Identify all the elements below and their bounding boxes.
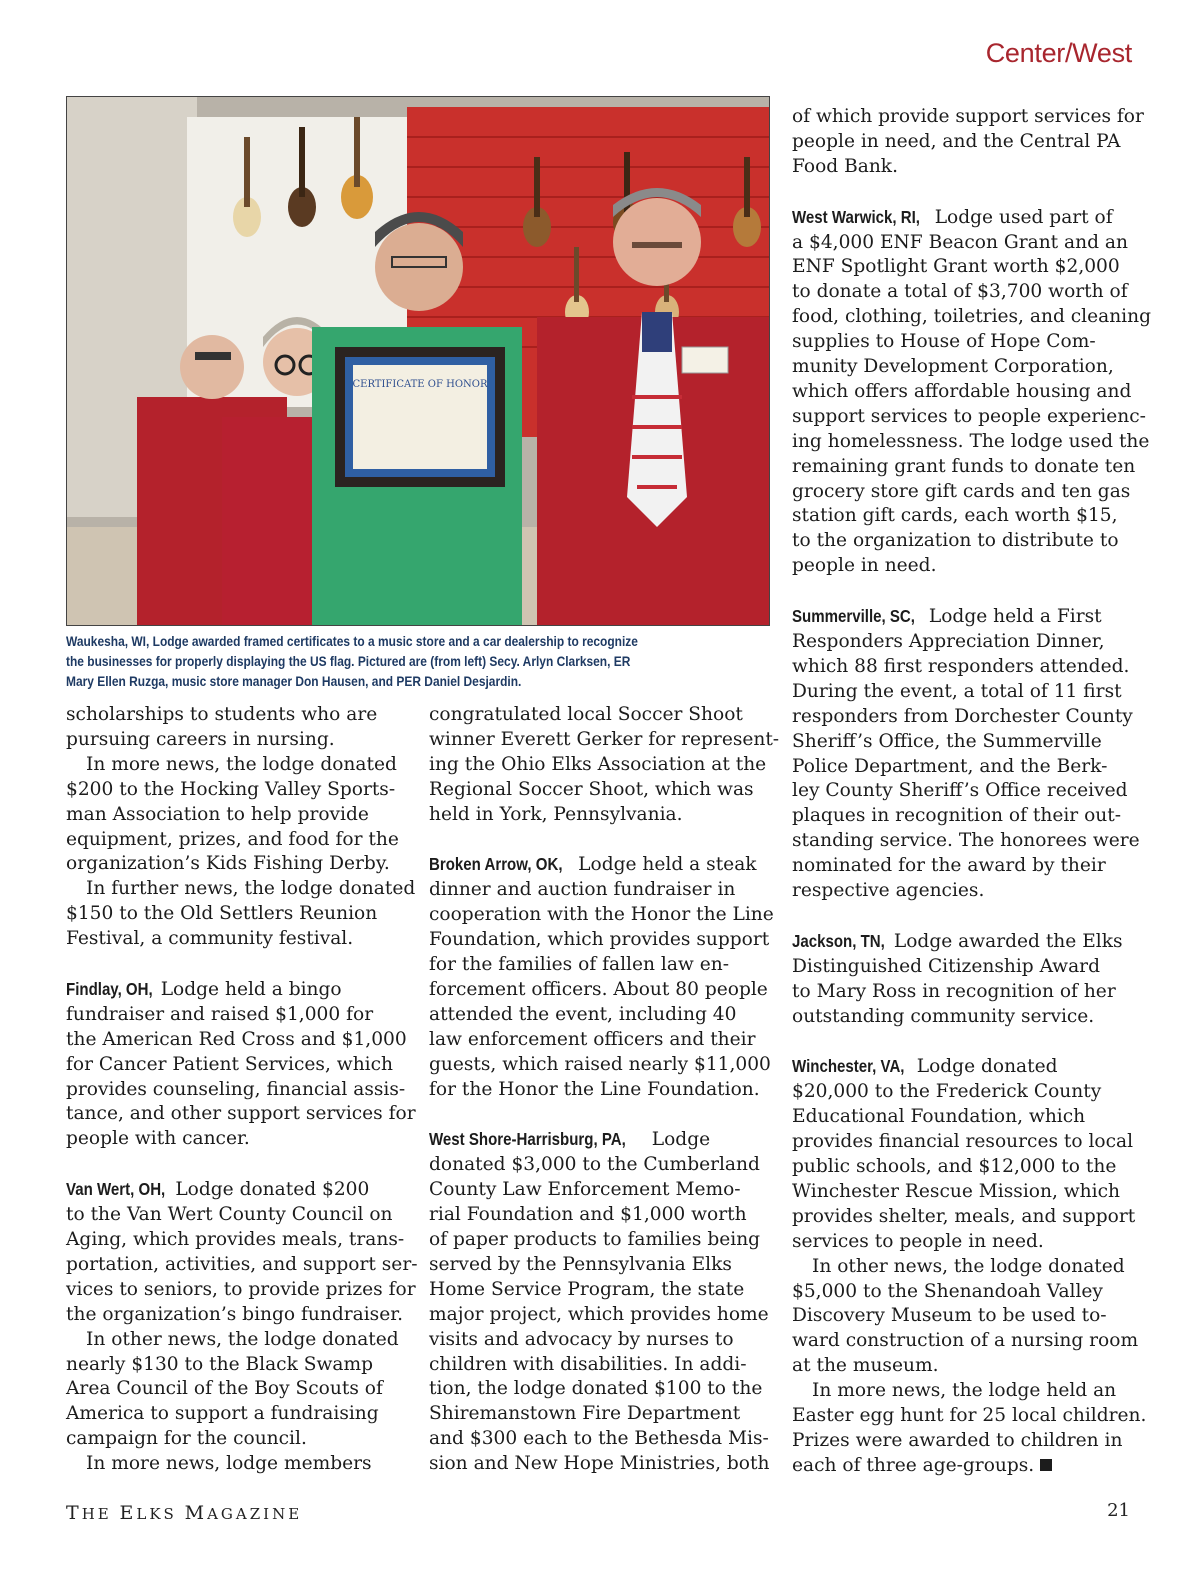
paragraph-gap [792,1029,1151,1054]
text-line [429,1303,779,1328]
text-line [429,953,779,978]
line-text: $5,000 to the Shenandoah Valley [792,1280,1103,1302]
text-line [792,280,1151,305]
text-line [429,903,779,928]
line-text: held in York, Pennsylvania. [429,803,683,825]
paragraph-gap [792,180,1151,205]
line-text: support services to people experienc- [792,405,1146,427]
line-text: responders from Dorchester County [792,705,1133,727]
line-text: Foundation, which provides support [429,929,770,951]
line-text: organization’s Kids Fishing Derby. [66,853,390,875]
line-text: pursuing careers in nursing. [66,728,335,750]
line-text: Police Department, and the Berk- [792,755,1108,777]
line-text: Lodge held a bingo [154,978,342,1000]
text-line [66,852,417,877]
line-text: station gift cards, each worth $15, [792,505,1118,527]
text-line [792,155,1151,180]
line-text: served by the Pennsylvania Elks [429,1253,732,1275]
text-line [792,504,1151,529]
line-text: Discovery Museum to be used to- [792,1305,1107,1327]
photo-caption [66,632,682,692]
text-line [792,355,1151,380]
caption-line-2: the businesses for properly displaying the US flag. Pictured are (from left) Secy. Arlyn Clarksen, ER [66,654,631,669]
line-text: provides financial resources to local [792,1131,1134,1153]
text-line [66,1053,417,1078]
text-line [429,1452,779,1477]
paragraph-gap [792,904,1151,929]
text-line [429,1402,779,1427]
paragraph-gap [429,1102,779,1127]
page-number: 21 [1107,1500,1130,1521]
line-text: In more news, the lodge held an [812,1380,1117,1402]
line-text: During the event, a total of 11 first [792,680,1122,702]
text-line [792,680,1151,705]
text-line [429,1353,779,1378]
article-photo [66,96,770,626]
line-text: visits and advocacy by nurses to [429,1328,734,1350]
text-line [429,1203,779,1228]
line-text: Lodge donated [910,1056,1058,1078]
text-line [792,604,1151,630]
text-line [66,1203,417,1228]
text-line [792,529,1151,554]
text-line [429,1127,779,1153]
text-line [792,1080,1151,1105]
line-text: people in need. [792,555,937,577]
text-line [792,1155,1151,1180]
line-text: which 88 first responders attended. [792,655,1130,677]
line-text: attended the event, including 40 [429,1003,737,1025]
text-line [429,878,779,903]
text-line [792,1230,1151,1255]
line-text: ley County Sheriff’s Office received [792,780,1128,802]
line-text: sion and New Hope Ministries, both [429,1453,770,1475]
text-line [792,929,1151,955]
lodge-name: Jackson, TN, [792,930,885,951]
text-line [429,852,779,878]
line-text: provides shelter, meals, and support [792,1205,1136,1227]
line-text: a $4,000 ENF Beacon Grant and an [792,231,1128,253]
paragraph-gap [429,828,779,853]
text-line [429,1053,779,1078]
lodge-name: Broken Arrow, OK, [429,854,563,875]
text-line [66,1003,417,1028]
text-line [792,1404,1151,1429]
line-text: Lodge held a steak [572,854,757,876]
text-line [792,655,1151,680]
caption-text: Lodge awarded framed certificates to a music store and a car dealership to recognize [152,634,638,649]
line-text: equipment, prizes, and food for the [66,828,399,850]
line-text: ing homelessness. The lodge used the [792,430,1150,452]
text-line [429,1078,779,1103]
text-line [66,1228,417,1253]
article-column-2 [429,703,779,1477]
article-column-1 [66,703,417,1477]
text-line [429,1153,779,1178]
text-line [792,1354,1151,1379]
text-line [429,778,779,803]
text-line [66,778,417,803]
line-text: which offers affordable housing and [792,380,1132,402]
line-text: grocery store gift cards and ten gas [792,480,1131,502]
text-line [66,1127,417,1152]
line-text: to the Van Wert County Council on [66,1204,393,1226]
text-line [429,1028,779,1053]
line-text: man Association to help provide [66,803,369,825]
line-text: ing the Ohio Elks Association at the [429,753,767,775]
line-text: Food Bank. [792,155,898,177]
text-line [792,955,1151,980]
text-line [792,330,1151,355]
text-line [792,105,1151,130]
text-line [66,1078,417,1103]
line-text: forcement officers. About 80 people [429,978,768,1000]
paragraph-gap [66,1152,417,1177]
text-line [429,1328,779,1353]
text-line [66,1328,417,1353]
line-text: $150 to the Old Settlers Reunion [66,903,378,925]
text-line [66,1028,417,1053]
text-line [792,1429,1151,1454]
text-line [66,1377,417,1402]
text-line [792,829,1151,854]
text-line [792,779,1151,804]
line-text: supplies to House of Hope Com- [792,331,1096,353]
text-line [429,978,779,1003]
text-line [792,980,1151,1005]
line-text: plaques in recognition of their out- [792,805,1122,827]
line-text: Sheriff’s Office, the Summerville [792,730,1102,752]
line-text: Distinguished Citizenship Award [792,955,1100,977]
text-line [792,1180,1151,1205]
line-text: Educational Foundation, which [792,1106,1086,1128]
text-line [429,728,779,753]
line-text: Lodge awarded the Elks [887,930,1123,952]
text-line [66,877,417,902]
lodge-name: West Shore-Harrisburg, PA, [429,1129,626,1150]
lodge-name: Van Wert, OH, [66,1179,166,1200]
text-line [66,1278,417,1303]
line-text: to Mary Ross in recognition of her [792,980,1116,1002]
text-line [792,305,1151,330]
text-line [66,728,417,753]
line-text: In other news, the lodge donated [86,1328,399,1350]
line-text: children with disabilities. In addi- [429,1353,747,1375]
line-text: to the organization to distribute to [792,530,1119,552]
text-line [792,130,1151,155]
text-line [792,430,1151,455]
text-line [792,554,1151,579]
text-line [66,1177,417,1203]
line-text: Responders Appreciation Dinner, [792,631,1105,652]
line-text: public schools, and $12,000 to the [792,1156,1117,1177]
text-line [792,380,1151,405]
line-text: winner Everett Gerker for represent- [429,728,780,750]
line-text: of paper products to families being [429,1229,761,1250]
line-text: Lodge [645,1129,711,1151]
text-line [792,1329,1151,1354]
text-line [66,1427,417,1452]
text-line [66,1303,417,1328]
end-mark-icon [1040,1459,1052,1471]
lodge-name: Summerville, SC, [792,606,915,627]
line-text: congratulated local Soccer Shoot [429,704,743,725]
photo-illustration [67,97,769,625]
line-text: law enforcement officers and their [429,1028,756,1050]
paragraph-gap [792,579,1151,604]
line-text: tion, the lodge donated $100 to the [429,1378,763,1400]
line-text: Regional Soccer Shoot, which was [429,778,754,800]
text-line [66,1102,417,1127]
text-line [792,405,1151,430]
text-line [66,1452,417,1477]
line-text: services to people in need. [792,1230,1044,1252]
line-text: Area Council of the Boy Scouts of [66,1378,383,1400]
line-text: scholarships to students who are [66,704,378,725]
text-line [792,879,1151,904]
line-text: outstanding community service. [792,1005,1095,1027]
line-text: Lodge held a First [922,606,1102,628]
line-text: the organization’s bingo fundraiser. [66,1303,403,1325]
certificate [335,347,505,487]
text-line [792,804,1151,829]
text-line [792,205,1151,231]
line-text: for the families of fallen law en- [429,954,729,976]
text-line [792,1454,1151,1479]
line-text: vices to seniors, to provide prizes for [66,1278,416,1300]
certificate-title: CERTIFICATE OF HONOR [352,379,488,390]
text-line [792,1255,1151,1280]
text-line [792,1105,1151,1130]
line-text: standing service. The honorees were [792,830,1140,852]
line-text: In more news, the lodge donated [86,753,397,775]
text-line [429,1003,779,1028]
text-line [792,480,1151,505]
line-text: each of three age-groups. [792,1454,1035,1476]
text-line [429,1228,779,1253]
text-line [792,255,1151,280]
line-text: Shiremanstown Fire Department [429,1403,741,1425]
text-line [66,753,417,778]
line-text: rial Foundation and $1,000 worth [429,1204,747,1226]
line-text: Easter egg hunt for 25 local children. [792,1405,1147,1427]
caption-line-1 [66,632,682,652]
line-text: people with cancer. [66,1128,250,1150]
text-line [792,1130,1151,1155]
line-text: Lodge used part of [928,206,1113,228]
line-text: In other news, the lodge donated [812,1255,1125,1277]
text-line [66,927,417,952]
line-text: In more news, lodge members [86,1453,372,1475]
line-text: $200 to the Hocking Valley Sports- [66,778,396,800]
text-line [429,1377,779,1402]
line-text: tance, and other support services for [66,1103,416,1125]
lodge-name: West Warwick, RI, [792,206,920,227]
text-line [792,1280,1151,1305]
text-line [66,1402,417,1427]
text-line [66,828,417,853]
line-text: Aging, which provides meals, trans- [66,1229,405,1250]
section-label: Center/West [985,38,1132,68]
text-line [429,703,779,728]
article-column-3 [792,105,1151,1479]
line-text: major project, which provides home [429,1303,769,1325]
line-text: In further news, the lodge donated [86,878,416,900]
line-text: for Cancer Patient Services, which [66,1053,394,1075]
text-line [792,1205,1151,1230]
text-line [792,1005,1151,1030]
line-text: ENF Spotlight Grant worth $2,000 [792,256,1120,278]
line-text: Prizes were awarded to children in [792,1429,1123,1451]
text-line [429,803,779,828]
text-line [429,1253,779,1278]
line-text: and $300 each to the Bethesda Mis- [429,1428,769,1450]
lodge-name: Winchester, VA, [792,1056,905,1077]
line-text: food, clothing, toiletries, and cleaning [792,306,1152,328]
line-text: provides counseling, financial assis- [66,1078,406,1100]
text-line [66,803,417,828]
line-text: Lodge donated $200 [169,1179,370,1201]
text-line [792,630,1151,655]
line-text: to donate a total of $3,700 worth of [792,281,1128,303]
text-line [429,753,779,778]
line-text: guests, which raised nearly $11,000 [429,1053,771,1075]
text-line [429,1278,779,1303]
magazine-title: THE ELKS MAGAZINE [66,1502,303,1524]
text-line [792,231,1151,256]
text-line [66,703,417,728]
paragraph-gap [66,952,417,977]
text-line [429,1427,779,1452]
line-text: remaining grant funds to donate ten [792,455,1136,477]
line-text: nominated for the award by their [792,855,1106,877]
line-text: munity Development Corporation, [792,356,1114,378]
text-line [429,928,779,953]
line-text: ward construction of a nursing room [792,1330,1139,1352]
caption-line-3: Mary Ellen Ruzga, music store manager Don Hausen, and PER Daniel Desjardin. [66,674,522,689]
line-text: America to support a fundraising [66,1403,379,1425]
text-line [66,1353,417,1378]
text-line [66,1253,417,1278]
line-text: nearly $130 to the Black Swamp [66,1353,374,1375]
text-line [792,455,1151,480]
line-text: County Law Enforcement Memo- [429,1179,741,1201]
text-line [792,755,1151,780]
lodge-name: Findlay, OH, [66,978,153,999]
line-text: campaign for the council. [66,1428,307,1450]
caption-lead: Waukesha, WI, [66,634,150,649]
text-line [792,705,1151,730]
text-line [792,1304,1151,1329]
text-line [66,902,417,927]
line-text: Winchester Rescue Mission, which [792,1180,1120,1202]
text-line [792,730,1151,755]
line-text: Festival, a community festival. [66,928,354,950]
line-text: cooperation with the Honor the Line [429,904,774,926]
line-text: people in need, and the Central PA [792,130,1121,152]
line-text: the American Red Cross and $1,000 [66,1028,407,1050]
text-line [429,1178,779,1203]
line-text: $20,000 to the Frederick County [792,1081,1102,1103]
text-line [792,1379,1151,1404]
line-text: respective agencies. [792,880,985,902]
text-line [66,977,417,1003]
line-text: fundraiser and raised $1,000 for [66,1003,374,1025]
line-text: of which provide support services for [792,106,1144,127]
line-text: at the museum. [792,1355,939,1377]
line-text: for the Honor the Line Foundation. [429,1078,760,1100]
text-line [792,854,1151,879]
text-line [792,1054,1151,1080]
line-text: dinner and auction fundraiser in [429,879,736,901]
line-text: Home Service Program, the state [429,1278,745,1300]
line-text: donated $3,000 to the Cumberland [429,1154,760,1176]
line-text: portation, activities, and support ser- [66,1253,418,1275]
